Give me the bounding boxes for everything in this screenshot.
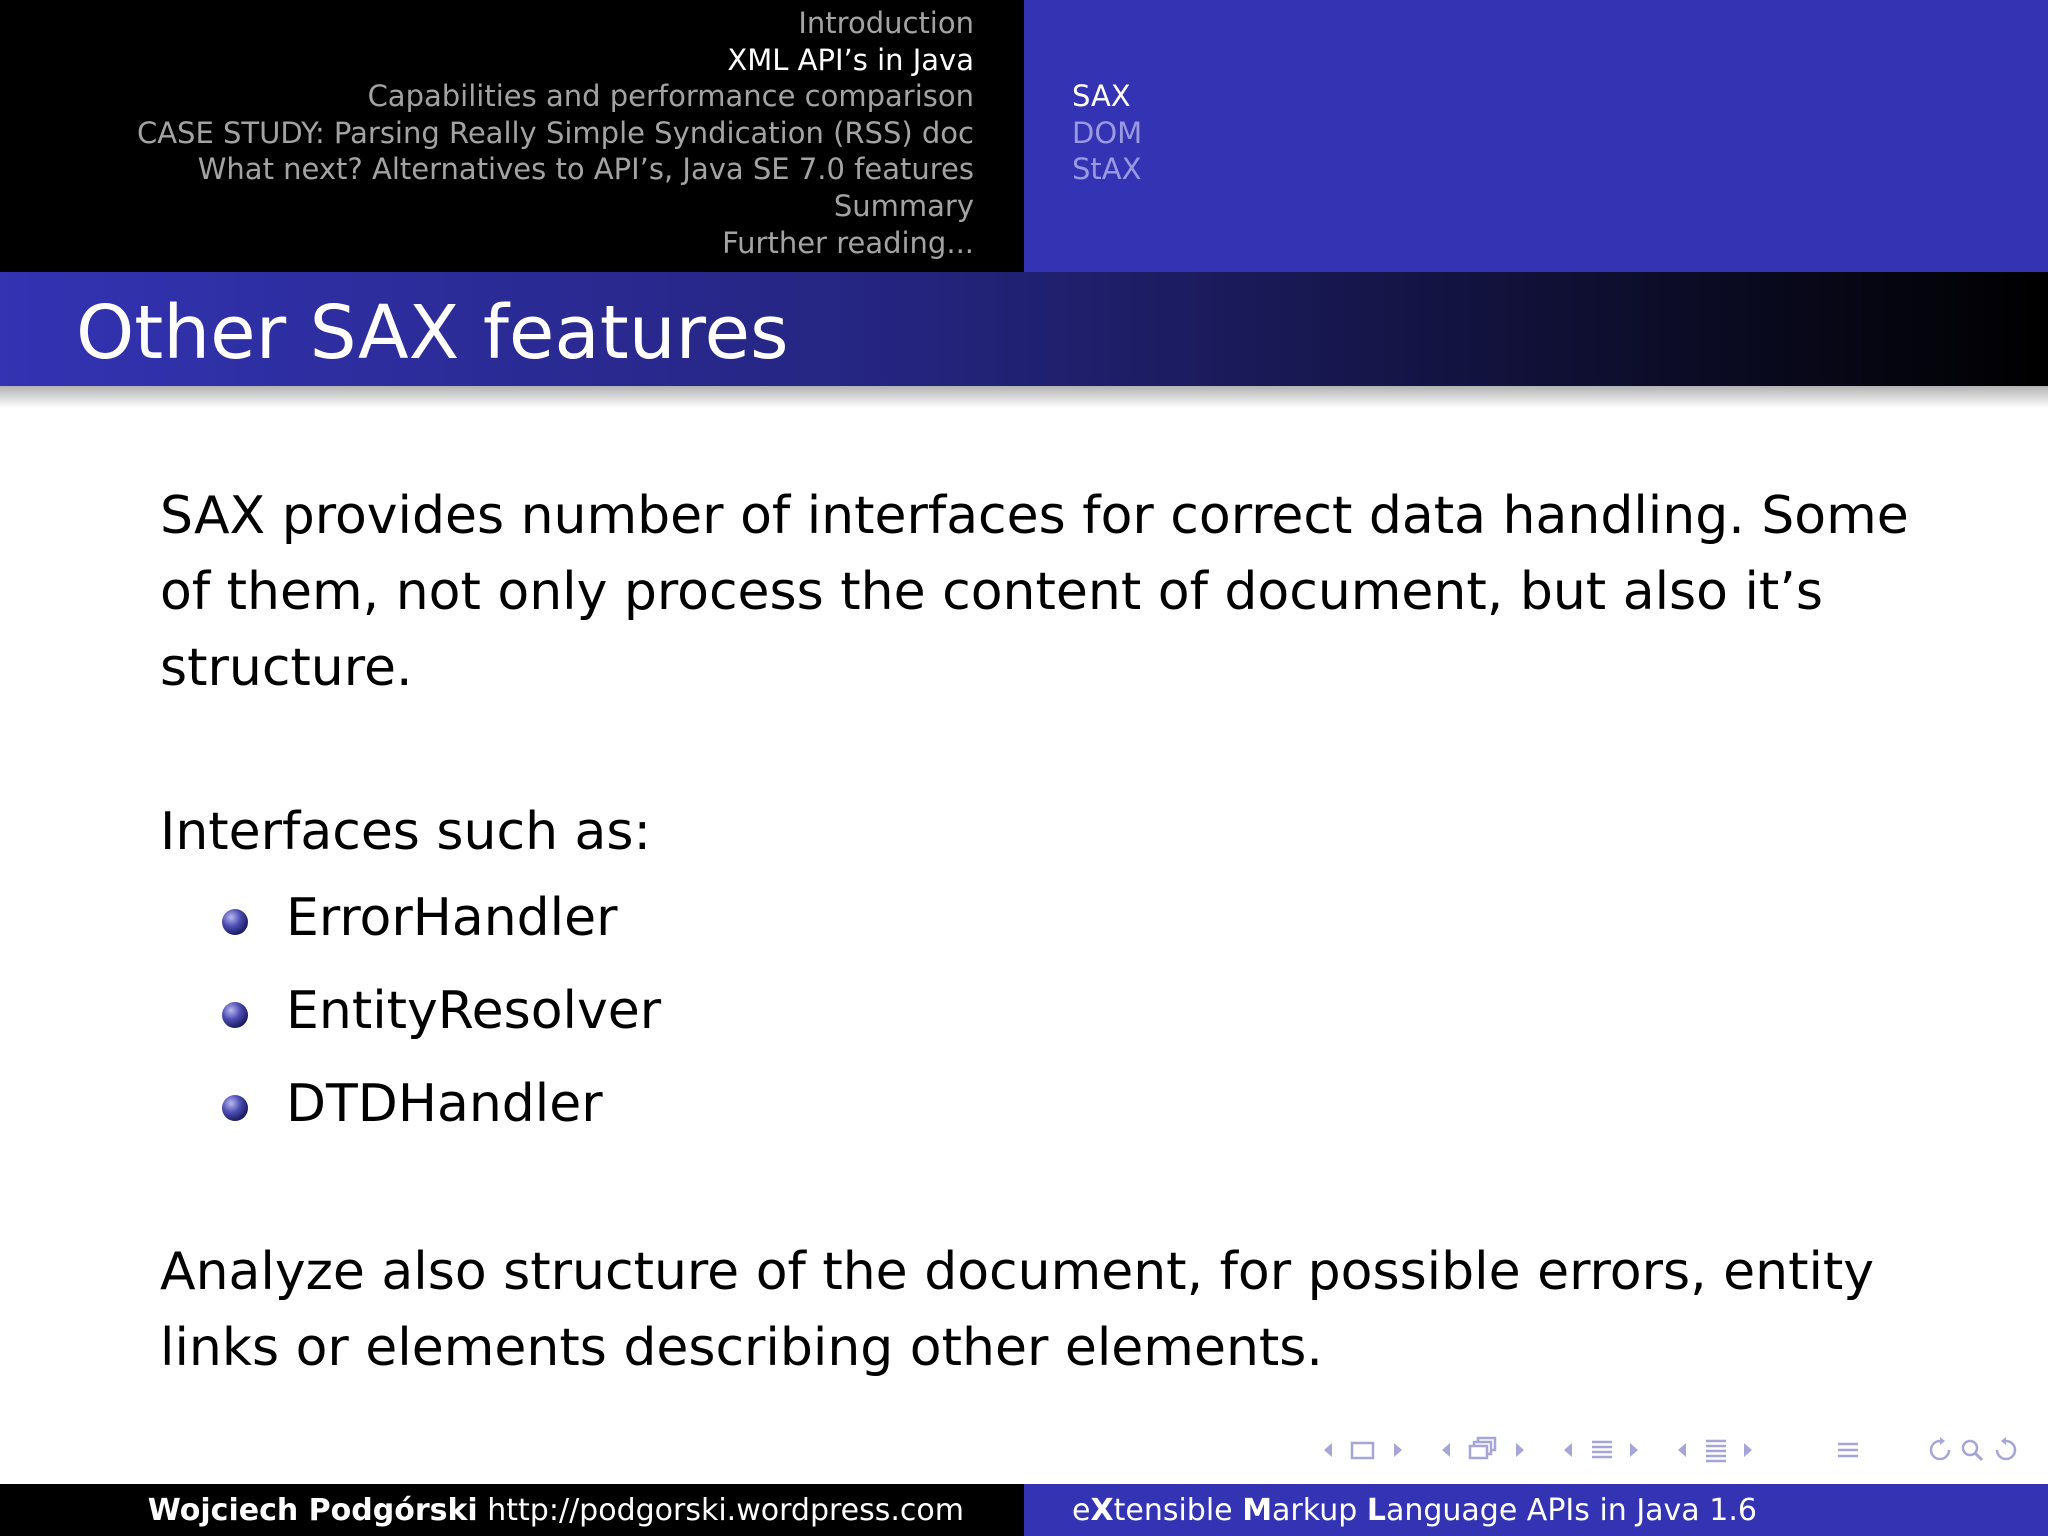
- subsection-icon[interactable]: [1466, 1432, 1500, 1468]
- footer-title-part: arkup: [1272, 1493, 1367, 1528]
- analyze-paragraph: [160, 1234, 1874, 1386]
- subsection-link-stax[interactable]: StAX: [1072, 152, 1142, 187]
- footer-title-part: X: [1090, 1493, 1114, 1528]
- section-link-introduction[interactable]: Introduction: [798, 6, 974, 40]
- list-item-label: ErrorHandler: [286, 888, 618, 948]
- section-list: [137, 5, 974, 261]
- section-prev-icon[interactable]: [1560, 1432, 1576, 1468]
- title-shadow: [0, 386, 2048, 408]
- section-next-icon[interactable]: [1626, 1432, 1642, 1468]
- subsection-list: [1072, 78, 1142, 188]
- subsection-link-sax[interactable]: SAX: [1072, 79, 1131, 113]
- analyze-line-1: Analyze also structure of the document, for possible errors, entity: [160, 1242, 1875, 1302]
- subsection-prev-icon[interactable]: [1438, 1432, 1454, 1468]
- section-link-what-next[interactable]: What next? Alternatives to API’s, Java SE 7.0 features: [197, 152, 974, 187]
- subsection-next-icon[interactable]: [1512, 1432, 1528, 1468]
- search-back-icon[interactable]: [1926, 1432, 1956, 1468]
- subsection-navigation: [1024, 0, 2048, 272]
- list-item: [222, 1066, 661, 1159]
- bullet-icon: [222, 909, 248, 935]
- interfaces-heading: Interfaces such as:: [160, 802, 652, 862]
- intro-line-2: of them, not only process the content of document, but also it’s: [160, 562, 1823, 622]
- footer-title-pane: [1024, 1484, 2048, 1536]
- document-icon[interactable]: [1702, 1432, 1730, 1468]
- footer-talk-title: [1072, 1493, 1757, 1528]
- footer-title-part: e: [1072, 1493, 1091, 1528]
- interfaces-list: [222, 880, 661, 1159]
- intro-paragraph: [160, 478, 1909, 706]
- footer-author-line: [148, 1493, 964, 1528]
- frame-icon[interactable]: [1348, 1432, 1378, 1468]
- section-link-case-study[interactable]: CASE STUDY: Parsing Really Simple Syndication (RSS) doc: [136, 115, 974, 150]
- section-link-summary[interactable]: Summary: [833, 188, 974, 223]
- frame-prev-icon[interactable]: [1320, 1432, 1336, 1468]
- search-icon[interactable]: [1958, 1432, 1988, 1468]
- list-item-label: DTDHandler: [286, 1074, 603, 1134]
- footer-author: Wojciech Podgórski: [147, 1493, 478, 1528]
- frame-next-icon[interactable]: [1390, 1432, 1406, 1468]
- section-link-xml-apis[interactable]: XML API’s in Java: [727, 42, 974, 77]
- intro-line-1: SAX provides number of interfaces for correct data handling. Some: [160, 486, 1909, 546]
- footer-title-part: tensible: [1113, 1493, 1243, 1528]
- footer-url: http://podgorski.wordpress.com: [487, 1493, 964, 1528]
- list-item: [222, 880, 661, 973]
- beamer-navigation-symbols: [1310, 1432, 2030, 1468]
- section-navigation: [0, 0, 1024, 272]
- footer-author-pane: [0, 1484, 1024, 1536]
- footer-title-part: M: [1242, 1493, 1273, 1528]
- analyze-line-2: links or elements describing other elements.: [160, 1318, 1323, 1378]
- footer: [0, 1484, 2048, 1536]
- document-prev-icon[interactable]: [1674, 1432, 1690, 1468]
- bullet-icon: [222, 1002, 248, 1028]
- frame-title-bar: [0, 272, 2048, 386]
- intro-line-3: structure.: [160, 638, 413, 698]
- list-item: [222, 973, 661, 1066]
- section-link-capabilities[interactable]: Capabilities and performance comparison: [367, 79, 974, 114]
- subsection-link-dom[interactable]: DOM: [1072, 115, 1143, 150]
- footer-title-part: anguage APIs in Java 1.6: [1385, 1493, 1757, 1528]
- search-forward-icon[interactable]: [1990, 1432, 2020, 1468]
- footer-title-part: L: [1366, 1493, 1386, 1528]
- section-link-further-reading[interactable]: Further reading...: [722, 225, 974, 260]
- presentation-icon[interactable]: [1834, 1432, 1862, 1468]
- list-item-label: EntityResolver: [286, 981, 662, 1041]
- header-navigation: [0, 0, 2048, 272]
- section-icon[interactable]: [1588, 1432, 1616, 1468]
- frame-title: Other SAX features: [76, 290, 789, 376]
- document-next-icon[interactable]: [1740, 1432, 1756, 1468]
- bullet-icon: [222, 1095, 248, 1121]
